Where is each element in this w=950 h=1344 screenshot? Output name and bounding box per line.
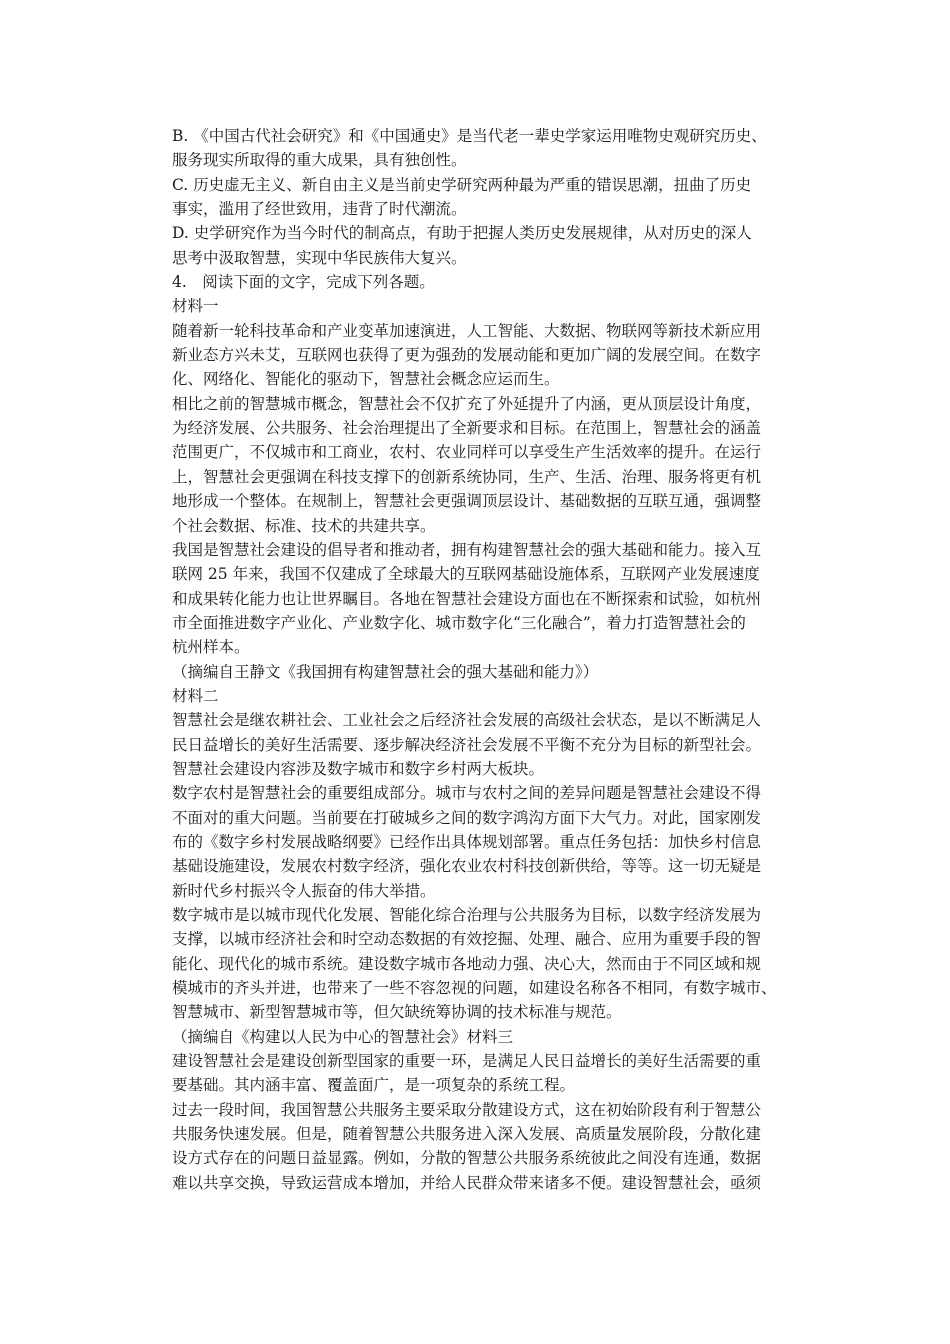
text-line: 智慧城市、新型智慧城市等，但欠缺统筹协调的技术标准与规范。 bbox=[172, 1003, 622, 1022]
text-line: 共服务快速发展。但是，随着智慧公共服务进入深入发展、高质量发展阶段，分散化建 bbox=[172, 1125, 762, 1144]
text-line: 支撑，以城市经济社会和时空动态数据的有效挖掘、处理、融合、应用为重要手段的智 bbox=[172, 930, 762, 949]
text-line: 范围更广，不仅城市和工商业，农村、农业同样可以享受生产生活效率的提升。在运行 bbox=[172, 443, 762, 462]
text-line: 智慧社会建设内容涉及数字城市和数字乡村两大板块。 bbox=[172, 759, 545, 778]
text-line: 新业态方兴未艾，互联网也获得了更为强劲的发展动能和更加广阔的发展空间。在数字 bbox=[172, 346, 762, 365]
source-citation: （摘编自王静文《我国拥有构建智慧社会的强大基础和能力》） bbox=[172, 662, 599, 681]
text-line: 为经济发展、公共服务、社会治理提出了全新要求和目标。在范围上，智慧社会的涵盖 bbox=[172, 419, 762, 438]
text-line: 联网 25 年来，我国不仅建成了全球最大的互联网基础设施体系，互联网产业发展速度 bbox=[172, 565, 760, 584]
document-page bbox=[172, 124, 812, 1195]
text-line: 上，智慧社会更强调在科技支撑下的创新系统协同，生产、生活、治理、服务将更有机 bbox=[172, 467, 762, 486]
text-line: C. 历史虚无主义、新自由主义是当前史学研究两种最为严重的错误思潮，扭曲了历史 bbox=[172, 175, 752, 194]
text-line: B. 《中国古代社会研究》和《中国通史》是当代老一辈史学家运用唯物史观研究历史、 bbox=[172, 127, 767, 145]
text-line: 杭州样本。 bbox=[172, 638, 250, 657]
text-line: 建设智慧社会是建设创新型国家的重要一环，是满足人民日益增长的美好生活需要的重 bbox=[172, 1052, 762, 1071]
text-line: 相比之前的智慧城市概念，智慧社会不仅扩充了外延提升了内涵，更从顶层设计角度， bbox=[172, 394, 762, 413]
text-line: 市全面推进数字产业化、产业数字化、城市数字化“三化融合”，着力打造智慧社会的 bbox=[172, 613, 746, 632]
text-line: 事实，滥用了经世致用，违背了时代潮流。 bbox=[172, 200, 467, 219]
text-line: 新时代乡村振兴令人振奋的伟大举措。 bbox=[172, 881, 436, 900]
source-citation: （摘编自《构建以人民为中心的智慧社会》材料三 bbox=[172, 1027, 514, 1046]
text-line: 数字农村是智慧社会的重要组成部分。城市与农村之间的差异问题是智慧社会建设不得 bbox=[172, 784, 762, 803]
text-line: 要基础。其内涵丰富、覆盖面广，是一项复杂的系统工程。 bbox=[172, 1076, 576, 1095]
text-line: 难以共享交换，导致运营成本增加，并给人民群众带来诸多不便。建设智慧社会，亟须 bbox=[172, 1173, 762, 1192]
text-line: 智慧社会是继农耕社会、工业社会之后经济社会发展的高级社会状态，是以不断满足人 bbox=[172, 711, 762, 730]
question-heading: 4. 阅读下面的文字，完成下列各题。 bbox=[172, 273, 435, 292]
text-line: 基础设施建设，发展农村数字经济，强化农业农村科技创新供给，等等。这一切无疑是 bbox=[172, 857, 762, 876]
text-line: D. 史学研究作为当今时代的制高点，有助于把握人类历史发展规律，从对历史的深人 bbox=[172, 224, 752, 243]
text-line: 地形成一个整体。在规制上，智慧社会更强调顶层设计、基础数据的互联互通，强调整 bbox=[172, 492, 762, 511]
text-line: 个社会数据、标准、技术的共建共享。 bbox=[172, 516, 436, 535]
text-line: 过去一段时间，我国智慧公共服务主要采取分散建设方式，这在初始阶段有利于智慧公 bbox=[172, 1100, 762, 1119]
text-line: 能化、现代化的城市系统。建设数字城市各地动力强、决心大，然而由于不同区域和规 bbox=[172, 954, 762, 973]
text-line: 数字城市是以城市现代化发展、智能化综合治理与公共服务为目标，以数字经济发展为 bbox=[172, 906, 762, 924]
text-line: 民日益增长的美好生活需要、逐步解决经济社会发展不平衡不充分为目标的新型社会。 bbox=[172, 735, 762, 754]
text-line: 我国是智慧社会建设的倡导者和推动者，拥有构建智慧社会的强大基础和能力。接入互 bbox=[172, 540, 762, 559]
text-line: 模城市的齐头并进，也带来了一些不容忽视的问题，如建设名称各不相同，有数字城市、 bbox=[172, 979, 777, 998]
text-line: 思考中汲取智慧，实现中华民族伟大复兴。 bbox=[172, 248, 467, 267]
text-line: 化、网络化、智能化的驱动下，智慧社会概念应运而生。 bbox=[172, 370, 560, 389]
section-heading: 材料二 bbox=[172, 686, 219, 705]
text-line: 布的《数字乡村发展战略纲要》已经作出具体规划部署。重点任务包括：加快乡村信息 bbox=[172, 832, 762, 851]
text-line: 服务现实所取得的重大成果，具有独创性。 bbox=[172, 151, 467, 170]
text-line: 随着新一轮科技革命和产业变革加速演进，人工智能、大数据、物联网等新技术新应用 bbox=[172, 321, 762, 340]
text-line: 设方式存在的问题日益显露。例如，分散的智慧公共服务系统彼此之间没有连通，数据 bbox=[172, 1149, 762, 1168]
text-line: 和成果转化能力也让世界瞩目。各地在智慧社会建设方面也在不断探索和试验，如杭州 bbox=[172, 589, 762, 608]
text-line: 不面对的重大问题。当前要在打破城乡之间的数字鸿沟方面下大气力。对此，国家刚发 bbox=[172, 808, 762, 827]
section-heading: 材料一 bbox=[172, 297, 219, 316]
